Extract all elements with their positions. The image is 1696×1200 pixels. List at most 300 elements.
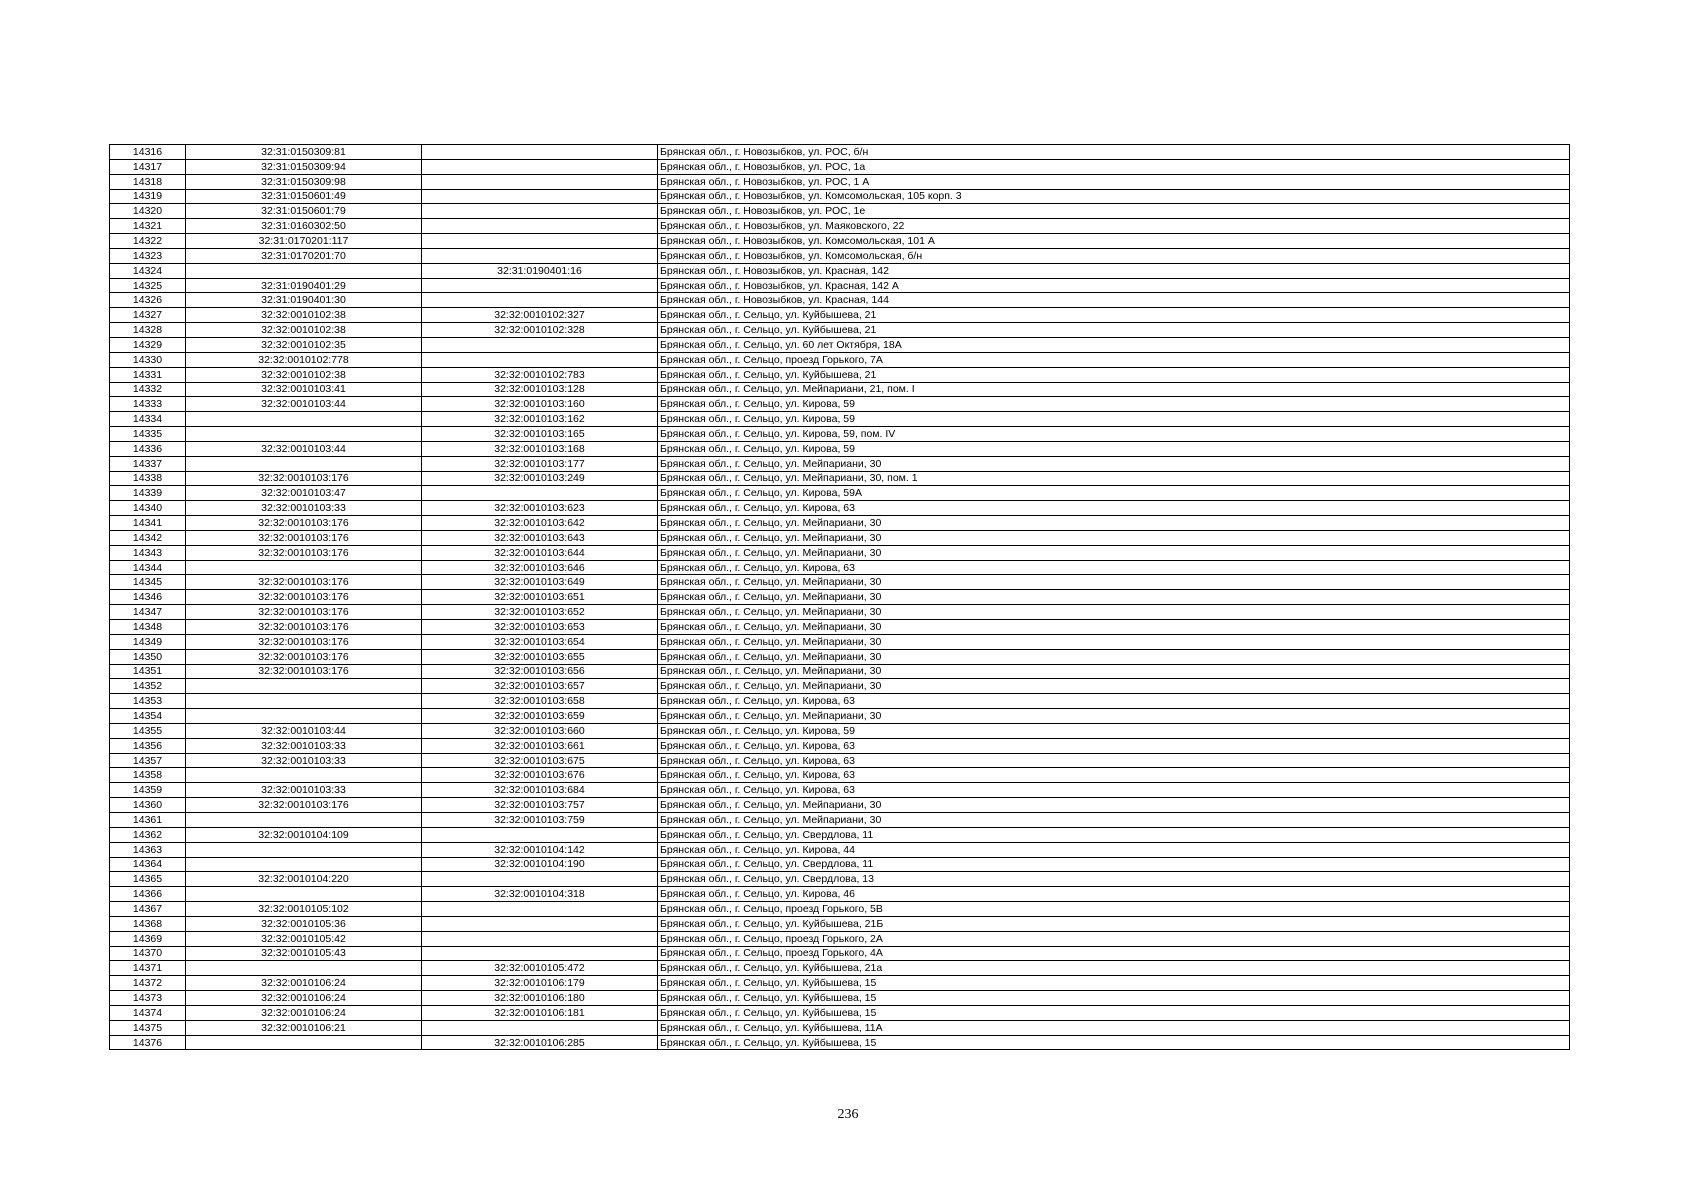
parcel-number-cell [186, 857, 422, 872]
object-number-cell: 32:32:0010103:757 [422, 798, 658, 813]
address-cell: Брянская обл., г. Сельцо, ул. Куйбышева, 21 [658, 308, 1570, 323]
row-number-cell: 14356 [110, 738, 186, 753]
address-cell: Брянская обл., г. Новозыбков, ул. Красная, 142 [658, 263, 1570, 278]
row-number-cell: 14319 [110, 189, 186, 204]
table-row [110, 293, 1570, 308]
table-row [110, 709, 1570, 724]
parcel-number-cell [186, 560, 422, 575]
table-row [110, 1020, 1570, 1035]
address-cell: Брянская обл., г. Сельцо, ул. Кирова, 59А [658, 486, 1570, 501]
object-number-cell [422, 219, 658, 234]
row-number-cell: 14365 [110, 872, 186, 887]
parcel-number-cell [186, 427, 422, 442]
object-number-cell [422, 174, 658, 189]
parcel-number-cell: 32:32:0010103:176 [186, 634, 422, 649]
table-row [110, 842, 1570, 857]
parcel-number-cell: 32:32:0010103:176 [186, 605, 422, 620]
table-row [110, 946, 1570, 961]
address-cell: Брянская обл., г. Новозыбков, ул. Красная, 144 [658, 293, 1570, 308]
row-number-cell: 14349 [110, 634, 186, 649]
parcel-number-cell [186, 768, 422, 783]
table-row [110, 1035, 1570, 1050]
address-cell: Брянская обл., г. Сельцо, ул. Мейпариани, 30 [658, 709, 1570, 724]
row-number-cell: 14334 [110, 412, 186, 427]
parcel-number-cell: 32:31:0150309:94 [186, 159, 422, 174]
parcel-number-cell: 32:32:0010102:778 [186, 352, 422, 367]
parcel-number-cell: 32:32:0010106:24 [186, 976, 422, 991]
table-row [110, 516, 1570, 531]
object-number-cell [422, 293, 658, 308]
table-row [110, 159, 1570, 174]
parcel-number-cell: 32:31:0150601:79 [186, 204, 422, 219]
table-row [110, 456, 1570, 471]
address-cell: Брянская обл., г. Сельцо, ул. Мейпариани, 30 [658, 605, 1570, 620]
address-cell: Брянская обл., г. Сельцо, ул. Свердлова, 11 [658, 827, 1570, 842]
address-cell: Брянская обл., г. Новозыбков, ул. РОС, 1а [658, 159, 1570, 174]
table-row [110, 501, 1570, 516]
row-number-cell: 14345 [110, 575, 186, 590]
row-number-cell: 14317 [110, 159, 186, 174]
address-cell: Брянская обл., г. Сельцо, ул. Мейпариани, 30 [658, 590, 1570, 605]
table-body [110, 145, 1570, 1050]
object-number-cell [422, 352, 658, 367]
address-cell: Брянская обл., г. Сельцо, ул. Мейпариани, 30 [658, 575, 1570, 590]
table-row [110, 486, 1570, 501]
object-number-cell: 32:32:0010103:649 [422, 575, 658, 590]
row-number-cell: 14320 [110, 204, 186, 219]
parcel-number-cell [186, 709, 422, 724]
row-number-cell: 14355 [110, 723, 186, 738]
address-cell: Брянская обл., г. Сельцо, ул. Мейпариани, 30 [658, 620, 1570, 635]
parcel-number-cell: 32:32:0010103:44 [186, 397, 422, 412]
row-number-cell: 14369 [110, 931, 186, 946]
parcel-number-cell: 32:31:0170201:70 [186, 248, 422, 263]
table-row [110, 382, 1570, 397]
row-number-cell: 14363 [110, 842, 186, 857]
object-number-cell: 32:32:0010103:160 [422, 397, 658, 412]
row-number-cell: 14364 [110, 857, 186, 872]
address-cell: Брянская обл., г. Сельцо, ул. Кирова, 59 [658, 397, 1570, 412]
object-number-cell: 32:32:0010103:177 [422, 456, 658, 471]
table-row [110, 694, 1570, 709]
address-cell: Брянская обл., г. Сельцо, ул. Кирова, 59 [658, 723, 1570, 738]
table-row [110, 976, 1570, 991]
table-row [110, 916, 1570, 931]
table-row [110, 723, 1570, 738]
table-row [110, 902, 1570, 917]
table-row [110, 649, 1570, 664]
parcel-number-cell: 32:32:0010105:42 [186, 931, 422, 946]
address-cell: Брянская обл., г. Сельцо, ул. Куйбышева, 15 [658, 976, 1570, 991]
address-cell: Брянская обл., г. Сельцо, ул. Мейпариани, 30 [658, 634, 1570, 649]
parcel-number-cell: 32:32:0010106:24 [186, 1005, 422, 1020]
table-row [110, 753, 1570, 768]
address-cell: Брянская обл., г. Новозыбков, ул. РОС, 1 А [658, 174, 1570, 189]
row-number-cell: 14357 [110, 753, 186, 768]
table-row [110, 961, 1570, 976]
row-number-cell: 14348 [110, 620, 186, 635]
address-cell: Брянская обл., г. Сельцо, ул. Мейпариани, 30 [658, 664, 1570, 679]
table-row [110, 397, 1570, 412]
parcel-number-cell: 32:32:0010103:176 [186, 545, 422, 560]
row-number-cell: 14368 [110, 916, 186, 931]
address-cell: Брянская обл., г. Сельцо, ул. Кирова, 63 [658, 753, 1570, 768]
parcel-number-cell: 32:31:0190401:30 [186, 293, 422, 308]
row-number-cell: 14323 [110, 248, 186, 263]
parcel-number-cell: 32:31:0190401:29 [186, 278, 422, 293]
row-number-cell: 14371 [110, 961, 186, 976]
address-cell: Брянская обл., г. Сельцо, ул. Мейпариани, 30 [658, 649, 1570, 664]
object-number-cell [422, 189, 658, 204]
row-number-cell: 14339 [110, 486, 186, 501]
row-number-cell: 14374 [110, 1005, 186, 1020]
row-number-cell: 14359 [110, 783, 186, 798]
table-row [110, 991, 1570, 1006]
parcel-number-cell: 32:32:0010103:176 [186, 575, 422, 590]
parcel-number-cell: 32:31:0170201:117 [186, 234, 422, 249]
object-number-cell [422, 872, 658, 887]
table-row [110, 798, 1570, 813]
object-number-cell: 32:32:0010102:327 [422, 308, 658, 323]
table-row [110, 545, 1570, 560]
row-number-cell: 14361 [110, 812, 186, 827]
object-number-cell: 32:32:0010103:661 [422, 738, 658, 753]
row-number-cell: 14336 [110, 441, 186, 456]
parcel-number-cell: 32:32:0010103:176 [186, 798, 422, 813]
address-cell: Брянская обл., г. Сельцо, ул. Куйбышева, 21Б [658, 916, 1570, 931]
address-cell: Брянская обл., г. Сельцо, ул. Куйбышева, 21а [658, 961, 1570, 976]
row-number-cell: 14331 [110, 367, 186, 382]
object-number-cell: 32:32:0010103:168 [422, 441, 658, 456]
object-number-cell: 32:32:0010103:676 [422, 768, 658, 783]
address-cell: Брянская обл., г. Сельцо, ул. Кирова, 59 [658, 412, 1570, 427]
row-number-cell: 14333 [110, 397, 186, 412]
parcel-number-cell [186, 842, 422, 857]
row-number-cell: 14324 [110, 263, 186, 278]
address-cell: Брянская обл., г. Сельцо, проезд Горького, 2А [658, 931, 1570, 946]
address-cell: Брянская обл., г. Сельцо, ул. Куйбышева, 15 [658, 1005, 1570, 1020]
table-row [110, 189, 1570, 204]
parcel-number-cell: 32:32:0010106:24 [186, 991, 422, 1006]
object-number-cell: 32:32:0010106:179 [422, 976, 658, 991]
parcel-number-cell: 32:32:0010103:176 [186, 471, 422, 486]
parcel-number-cell [186, 1035, 422, 1050]
row-number-cell: 14316 [110, 145, 186, 160]
object-number-cell: 32:32:0010102:328 [422, 323, 658, 338]
parcel-number-cell: 32:32:0010102:38 [186, 308, 422, 323]
address-cell: Брянская обл., г. Сельцо, проезд Горького, 4А [658, 946, 1570, 961]
row-number-cell: 14360 [110, 798, 186, 813]
table-row [110, 827, 1570, 842]
address-cell: Брянская обл., г. Сельцо, ул. Кирова, 59 [658, 441, 1570, 456]
address-cell: Брянская обл., г. Сельцо, ул. Мейпариани, 30 [658, 530, 1570, 545]
object-number-cell: 32:32:0010103:657 [422, 679, 658, 694]
address-cell: Брянская обл., г. Сельцо, ул. Мейпариани, 30, пом. 1 [658, 471, 1570, 486]
object-number-cell: 32:32:0010103:653 [422, 620, 658, 635]
table-row [110, 248, 1570, 263]
object-number-cell: 32:32:0010103:643 [422, 530, 658, 545]
address-cell: Брянская обл., г. Сельцо, ул. Мейпариани, 30 [658, 798, 1570, 813]
object-number-cell [422, 337, 658, 352]
table-row [110, 323, 1570, 338]
table-row [110, 471, 1570, 486]
object-number-cell [422, 827, 658, 842]
row-number-cell: 14352 [110, 679, 186, 694]
object-number-cell: 32:32:0010103:249 [422, 471, 658, 486]
object-number-cell: 32:32:0010103:646 [422, 560, 658, 575]
table-row [110, 560, 1570, 575]
row-number-cell: 14372 [110, 976, 186, 991]
parcel-number-cell: 32:31:0150309:98 [186, 174, 422, 189]
parcel-number-cell: 32:31:0150601:49 [186, 189, 422, 204]
address-cell: Брянская обл., г. Сельцо, проезд Горького, 7А [658, 352, 1570, 367]
object-number-cell: 32:32:0010103:623 [422, 501, 658, 516]
table-row [110, 234, 1570, 249]
table-row [110, 278, 1570, 293]
object-number-cell [422, 278, 658, 293]
row-number-cell: 14340 [110, 501, 186, 516]
parcel-number-cell [186, 694, 422, 709]
object-number-cell: 32:32:0010104:142 [422, 842, 658, 857]
parcel-number-cell: 32:32:0010103:176 [186, 530, 422, 545]
object-number-cell: 32:32:0010105:472 [422, 961, 658, 976]
address-cell: Брянская обл., г. Новозыбков, ул. Маяковского, 22 [658, 219, 1570, 234]
address-cell: Брянская обл., г. Сельцо, ул. Кирова, 63 [658, 560, 1570, 575]
row-number-cell: 14362 [110, 827, 186, 842]
address-cell: Брянская обл., г. Сельцо, ул. Куйбышева, 21 [658, 367, 1570, 382]
parcel-number-cell: 32:32:0010103:47 [186, 486, 422, 501]
row-number-cell: 14347 [110, 605, 186, 620]
address-cell: Брянская обл., г. Сельцо, ул. Мейпариани, 30 [658, 456, 1570, 471]
parcel-number-cell: 32:32:0010105:102 [186, 902, 422, 917]
table-row [110, 872, 1570, 887]
table-row [110, 263, 1570, 278]
address-cell: Брянская обл., г. Сельцо, ул. Кирова, 46 [658, 887, 1570, 902]
row-number-cell: 14344 [110, 560, 186, 575]
row-number-cell: 14342 [110, 530, 186, 545]
parcel-number-cell: 32:32:0010103:44 [186, 441, 422, 456]
table-row [110, 605, 1570, 620]
address-cell: Брянская обл., г. Сельцо, ул. 60 лет Октября, 18А [658, 337, 1570, 352]
parcel-number-cell: 32:32:0010104:220 [186, 872, 422, 887]
parcel-number-cell: 32:32:0010103:33 [186, 738, 422, 753]
parcel-number-cell [186, 456, 422, 471]
parcel-number-cell: 32:32:0010102:35 [186, 337, 422, 352]
row-number-cell: 14367 [110, 902, 186, 917]
address-cell: Брянская обл., г. Сельцо, ул. Мейпариани, 21, пом. I [658, 382, 1570, 397]
parcel-number-cell: 32:32:0010103:44 [186, 723, 422, 738]
object-number-cell: 32:32:0010103:759 [422, 812, 658, 827]
row-number-cell: 14337 [110, 456, 186, 471]
address-cell: Брянская обл., г. Сельцо, ул. Мейпариани, 30 [658, 516, 1570, 531]
parcel-number-cell: 32:32:0010103:33 [186, 753, 422, 768]
row-number-cell: 14343 [110, 545, 186, 560]
table-row [110, 931, 1570, 946]
address-cell: Брянская обл., г. Новозыбков, ул. Красная, 142 А [658, 278, 1570, 293]
object-number-cell: 32:32:0010103:658 [422, 694, 658, 709]
object-number-cell: 32:32:0010103:644 [422, 545, 658, 560]
parcel-number-cell: 32:32:0010102:38 [186, 323, 422, 338]
object-number-cell: 32:32:0010103:660 [422, 723, 658, 738]
object-number-cell [422, 486, 658, 501]
row-number-cell: 14366 [110, 887, 186, 902]
object-number-cell [422, 902, 658, 917]
parcel-number-cell: 32:32:0010105:43 [186, 946, 422, 961]
table-row [110, 145, 1570, 160]
table-row [110, 441, 1570, 456]
row-number-cell: 14341 [110, 516, 186, 531]
row-number-cell: 14346 [110, 590, 186, 605]
object-number-cell [422, 145, 658, 160]
object-number-cell [422, 248, 658, 263]
row-number-cell: 14376 [110, 1035, 186, 1050]
address-cell: Брянская обл., г. Сельцо, ул. Кирова, 63 [658, 783, 1570, 798]
object-number-cell: 32:31:0190401:16 [422, 263, 658, 278]
row-number-cell: 14321 [110, 219, 186, 234]
parcel-number-cell: 32:32:0010103:41 [186, 382, 422, 397]
object-number-cell: 32:32:0010104:318 [422, 887, 658, 902]
parcel-number-cell: 32:32:0010102:38 [186, 367, 422, 382]
object-number-cell: 32:32:0010103:651 [422, 590, 658, 605]
address-cell: Брянская обл., г. Сельцо, проезд Горького, 5В [658, 902, 1570, 917]
row-number-cell: 14353 [110, 694, 186, 709]
parcel-number-cell [186, 812, 422, 827]
object-number-cell: 32:32:0010103:165 [422, 427, 658, 442]
table-row [110, 812, 1570, 827]
row-number-cell: 14370 [110, 946, 186, 961]
object-number-cell: 32:32:0010103:654 [422, 634, 658, 649]
parcel-number-cell: 32:32:0010104:109 [186, 827, 422, 842]
object-number-cell [422, 916, 658, 931]
table-row [110, 308, 1570, 323]
row-number-cell: 14354 [110, 709, 186, 724]
object-number-cell [422, 946, 658, 961]
object-number-cell: 32:32:0010106:285 [422, 1035, 658, 1050]
object-number-cell: 32:32:0010103:656 [422, 664, 658, 679]
row-number-cell: 14322 [110, 234, 186, 249]
parcel-number-cell: 32:32:0010105:36 [186, 916, 422, 931]
parcel-number-cell: 32:32:0010103:33 [186, 783, 422, 798]
row-number-cell: 14326 [110, 293, 186, 308]
parcel-number-cell: 32:31:0160302:50 [186, 219, 422, 234]
row-number-cell: 14330 [110, 352, 186, 367]
address-cell: Брянская обл., г. Сельцо, ул. Кирова, 44 [658, 842, 1570, 857]
parcel-number-cell [186, 887, 422, 902]
address-cell: Брянская обл., г. Сельцо, ул. Куйбышева, 11А [658, 1020, 1570, 1035]
address-cell: Брянская обл., г. Сельцо, ул. Кирова, 63 [658, 738, 1570, 753]
row-number-cell: 14373 [110, 991, 186, 1006]
row-number-cell: 14350 [110, 649, 186, 664]
parcel-number-cell: 32:32:0010103:176 [186, 664, 422, 679]
table-row [110, 412, 1570, 427]
object-number-cell: 32:32:0010106:180 [422, 991, 658, 1006]
address-cell: Брянская обл., г. Новозыбков, ул. РОС, б/н [658, 145, 1570, 160]
address-cell: Брянская обл., г. Сельцо, ул. Кирова, 63 [658, 768, 1570, 783]
row-number-cell: 14325 [110, 278, 186, 293]
object-number-cell: 32:32:0010103:659 [422, 709, 658, 724]
object-number-cell: 32:32:0010103:675 [422, 753, 658, 768]
table-row [110, 768, 1570, 783]
registry-table [109, 144, 1570, 1050]
table-row [110, 738, 1570, 753]
table-row [110, 219, 1570, 234]
object-number-cell: 32:32:0010103:128 [422, 382, 658, 397]
parcel-number-cell: 32:32:0010103:176 [186, 620, 422, 635]
object-number-cell: 32:32:0010103:652 [422, 605, 658, 620]
row-number-cell: 14375 [110, 1020, 186, 1035]
table-row [110, 1005, 1570, 1020]
parcel-number-cell [186, 263, 422, 278]
parcel-number-cell: 32:32:0010103:176 [186, 590, 422, 605]
row-number-cell: 14332 [110, 382, 186, 397]
object-number-cell [422, 234, 658, 249]
table-row [110, 427, 1570, 442]
address-cell: Брянская обл., г. Сельцо, ул. Мейпариани, 30 [658, 812, 1570, 827]
address-cell: Брянская обл., г. Сельцо, ул. Куйбышева, 15 [658, 1035, 1570, 1050]
object-number-cell: 32:32:0010104:190 [422, 857, 658, 872]
parcel-number-cell: 32:32:0010103:33 [186, 501, 422, 516]
table-row [110, 783, 1570, 798]
table-row [110, 575, 1570, 590]
object-number-cell: 32:32:0010106:181 [422, 1005, 658, 1020]
address-cell: Брянская обл., г. Сельцо, ул. Мейпариани, 30 [658, 545, 1570, 560]
address-cell: Брянская обл., г. Сельцо, ул. Кирова, 59, пом. IV [658, 427, 1570, 442]
object-number-cell [422, 931, 658, 946]
address-cell: Брянская обл., г. Сельцо, ул. Кирова, 63 [658, 694, 1570, 709]
parcel-number-cell: 32:32:0010106:21 [186, 1020, 422, 1035]
table-row [110, 204, 1570, 219]
row-number-cell: 14328 [110, 323, 186, 338]
table-row [110, 174, 1570, 189]
object-number-cell: 32:32:0010103:642 [422, 516, 658, 531]
address-cell: Брянская обл., г. Сельцо, ул. Мейпариани, 30 [658, 679, 1570, 694]
object-number-cell [422, 204, 658, 219]
object-number-cell: 32:32:0010103:655 [422, 649, 658, 664]
table-row [110, 367, 1570, 382]
address-cell: Брянская обл., г. Сельцо, ул. Свердлова, 11 [658, 857, 1570, 872]
table-row [110, 887, 1570, 902]
table-row [110, 857, 1570, 872]
object-number-cell: 32:32:0010103:162 [422, 412, 658, 427]
parcel-number-cell: 32:32:0010103:176 [186, 516, 422, 531]
object-number-cell [422, 159, 658, 174]
page-number: 236 [837, 1107, 859, 1122]
address-cell: Брянская обл., г. Сельцо, ул. Куйбышева, 21 [658, 323, 1570, 338]
parcel-number-cell [186, 679, 422, 694]
parcel-number-cell: 32:31:0150309:81 [186, 145, 422, 160]
object-number-cell [422, 1020, 658, 1035]
table-row [110, 590, 1570, 605]
address-cell: Брянская обл., г. Сельцо, ул. Кирова, 63 [658, 501, 1570, 516]
row-number-cell: 14335 [110, 427, 186, 442]
address-cell: Брянская обл., г. Новозыбков, ул. РОС, 1е [658, 204, 1570, 219]
address-cell: Брянская обл., г. Сельцо, ул. Свердлова, 13 [658, 872, 1570, 887]
address-cell: Брянская обл., г. Сельцо, ул. Куйбышева, 15 [658, 991, 1570, 1006]
parcel-number-cell [186, 961, 422, 976]
table-row [110, 634, 1570, 649]
row-number-cell: 14351 [110, 664, 186, 679]
table-row [110, 679, 1570, 694]
table-row [110, 352, 1570, 367]
row-number-cell: 14338 [110, 471, 186, 486]
row-number-cell: 14327 [110, 308, 186, 323]
object-number-cell: 32:32:0010103:684 [422, 783, 658, 798]
parcel-number-cell [186, 412, 422, 427]
object-number-cell: 32:32:0010102:783 [422, 367, 658, 382]
table-row [110, 620, 1570, 635]
table-row [110, 337, 1570, 352]
row-number-cell: 14358 [110, 768, 186, 783]
